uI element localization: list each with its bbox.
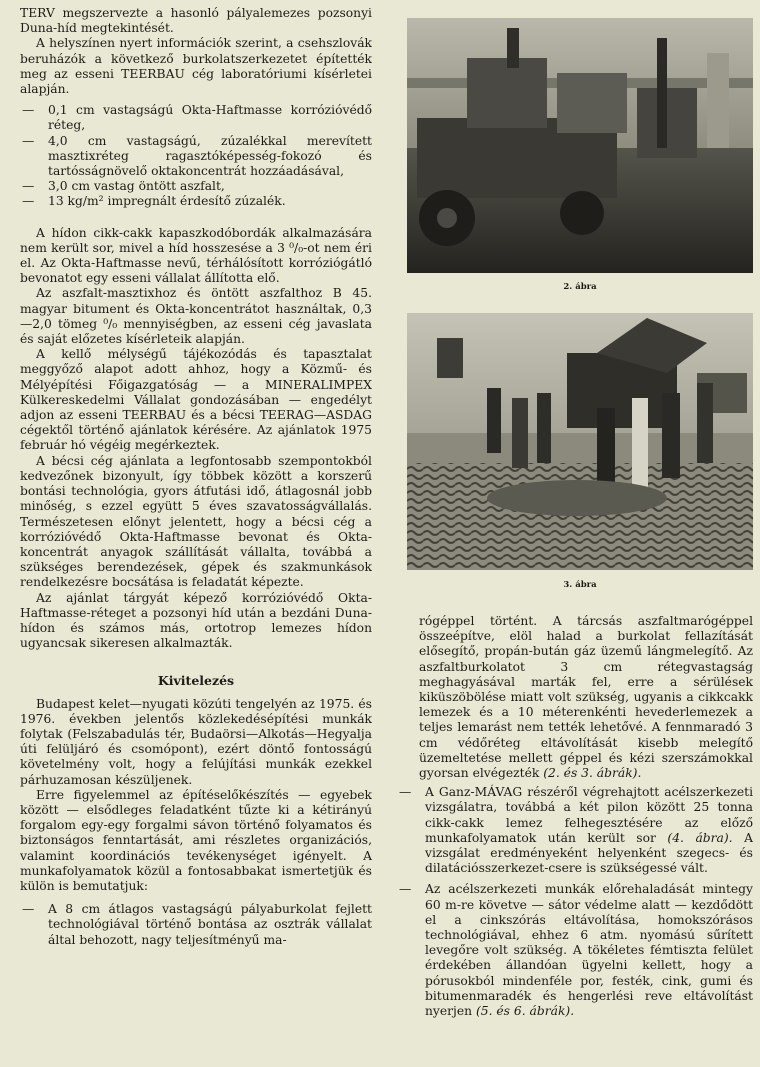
body-paragraph: A hídon cikk-cakk kapaszkodóbordák alkalmazására nem került sor, mivel a híd hosszesése a 3 ⁰/₀-ot nem éri el. Az Okta-Haftmasse nevű, térhálósított korróziógátló bevonatot egy esseni vállalat állította elő. [20, 225, 372, 286]
section-heading: Kivitelezés [157, 673, 235, 689]
step-2-tail: A vizsgálat eredményeként helyenként szegecs- és dilatációsszerkezet-csere is szükségessé vált. [425, 830, 753, 876]
body-paragraph: Erre figyelemmel az építéselőkészítés — egyebek között — elsődleges feladatként tűzte ki a kétirányú forgalom egy-egy forgalmi sávon történő folyamatos és biztonságos fenntartását, ami részletes organizációs, valamint koordinációs tevékenységet igényelt. A munkafolyamatok közül a fontosabbakat ismertetjük és külön is bemutatjuk: [20, 787, 372, 893]
layer-item: — 3,0 cm vastag öntött aszfalt, [20, 179, 372, 194]
step-list-continued [397, 785, 753, 1019]
step-3-text: Az acélszerkezeti munkák előrehaladását mintegy 60 m-re követve — sátor védelme alatt — kezdődött el a cinkszórás eltávolítása, homokszórásos technológiával, ehhez 6 atm. nyomású sűrített levegőre volt szükség. A tökéletes fémtiszta felület érdekében állandóan ügyelni kellett, hogy a pórusokból mindenféle por, festék, cink, gumi és bitumenmaradék és hengerlési reve eltávolítást nyerjen [425, 882, 753, 1019]
step-item [397, 882, 753, 1019]
figure-reference: (5. és 6. ábrák). [475, 1004, 575, 1019]
layer-item: — 13 kg/m² impregnált érdesítő zúzalék. [20, 194, 372, 209]
body-paragraph: Az aszfalt-masztixhoz és öntött aszfalthoz B 45. magyar bitument és Okta-koncentrátot használtak, 0,3—2,0 tömeg ⁰/₀ mennyiségben, az esseni cég javaslata és saját előzetes kísérleteik alapján. [20, 286, 372, 347]
figure-2-caption: 2. ábra [563, 282, 597, 292]
right-column [397, 614, 753, 1019]
intro-paragraph-1: TERV megszervezte a hasonló pályalemezes pozsonyi Duna-híd megtekintését. [20, 6, 372, 36]
intro-paragraph-2: A helyszínen nyert információk szerint, a csehszlovák beruházók a következő burkolatszerkezetet építették meg az esseni TEERBAU cég laboratóriumi kísérletei alapján. [20, 36, 372, 97]
body-paragraph: Budapest kelet—nyugati közúti tengelyén az 1975. és 1976. években jelentős közlekedésépítési munkák folytak (Felszabadulás tér, Budaörsi—Alkotás—Hegyalja úti felüljáró és csomópont), ezért döntő fontosságú követelmény volt, hogy a felújítási munkák ezekkel párhuzamosan készüljenek. [20, 696, 372, 787]
step-item-continuation [397, 614, 753, 781]
figure-2-photo [407, 18, 753, 273]
body-paragraph: A kellő mélységű tájékozódás és tapasztalat meggyőző alapot adott ahhoz, hogy a Közmű- és Mélyépítési Főigazgatóság — a MINERALIMPEX Külkereskedelmi Vállalat gondozásában — engedélyt adjon az esseni TEERBAU és a bécsi TEERAG—ASDAG cégektől történő ajánlatok kérésére. Az ajánlatok 1975 február hó végéig megérkeztek. [20, 347, 372, 453]
step-2-text: A Ganz-MÁVAG részéről végrehajtott acélszerkezeti vizsgálatra, továbbá a két pilon között 25 tonna cikk-cakk lemez felhegesztésére az előző munkafolyamatok után került sor [425, 785, 753, 845]
step-1-continued-text: rógéppel történt. A tárcsás aszfaltmarógéppel összeépítve, elöl halad a burkolat fellazítását elősegítő, propán-bután gáz üzemű lángmelegítő. Az aszfaltburkolatot 3 cm rétegvastagság meghagyásával marták fel, erre a sérülések kiküszöbölése miatt volt szükség, ugyanis a cikkcakk lemezek és a 10 méterenkénti hevederlemezek a teljes lemarást nem tették lehetővé. A fennmaradó 3 cm védőréteg eltávolítását kisebb melegítő üzemeltetése mellett géppel és kézi szerszámokkal gyorsan elvégezték [419, 614, 753, 781]
body-paragraph: A bécsi cég ajánlata a legfontosabb szempontokból kedvezőnek bizonyult, így többek között a korszerű bontási technológia, gyors átfutási idő, átlagosnál jobb minőség, s ezzel együtt 5 éves szavatosságvállalás. Természetesen előnyt jelentett, hogy a bécsi cég a korrózióvédő Okta-Haftmasse bevonat és Okta-koncentrát anyagok szállítását vállalta, továbbá a szükséges berendezések, gépek és szakmunkások rendelkezésre bocsátása is feladatát képezte. [20, 453, 372, 590]
figure-reference: (2. és 3. ábrák). [543, 766, 642, 781]
left-column [20, 6, 372, 948]
body-paragraph: Az ajánlat tárgyát képező korrózióvédő Okta-Haftmasse-réteget a pozsonyi híd után a bezdáni Duna-hídon és számos más, ortotrop lemezes hídon ugyancsak sikeresen alkalmazták. [20, 590, 372, 651]
figure-3-photo [407, 313, 753, 570]
paving-machine-photo [407, 18, 753, 273]
layer-item: — 4,0 cm vastagságú, zúzalékkal merevített masztixréteg ragasztóképesség-fokozó és tartósságnövelő oktakoncentrát hozzáadásával, [20, 134, 372, 180]
figure-3-caption: 3. ábra [563, 580, 597, 590]
workers-excavator-photo [407, 313, 753, 570]
step-item [397, 785, 753, 876]
step-list [20, 902, 372, 948]
layer-list [20, 103, 372, 209]
layer-item: — 0,1 cm vastagságú Okta-Haftmasse korrózióvédő réteg, [20, 103, 372, 133]
step-item: — A 8 cm átlagos vastagságú pályaburkolat fejlett technológiával történő bontása az osztrák vállalat által behozott, nagy teljesítményű ma- [20, 902, 372, 948]
figure-reference: (4. ábra). [667, 830, 733, 845]
